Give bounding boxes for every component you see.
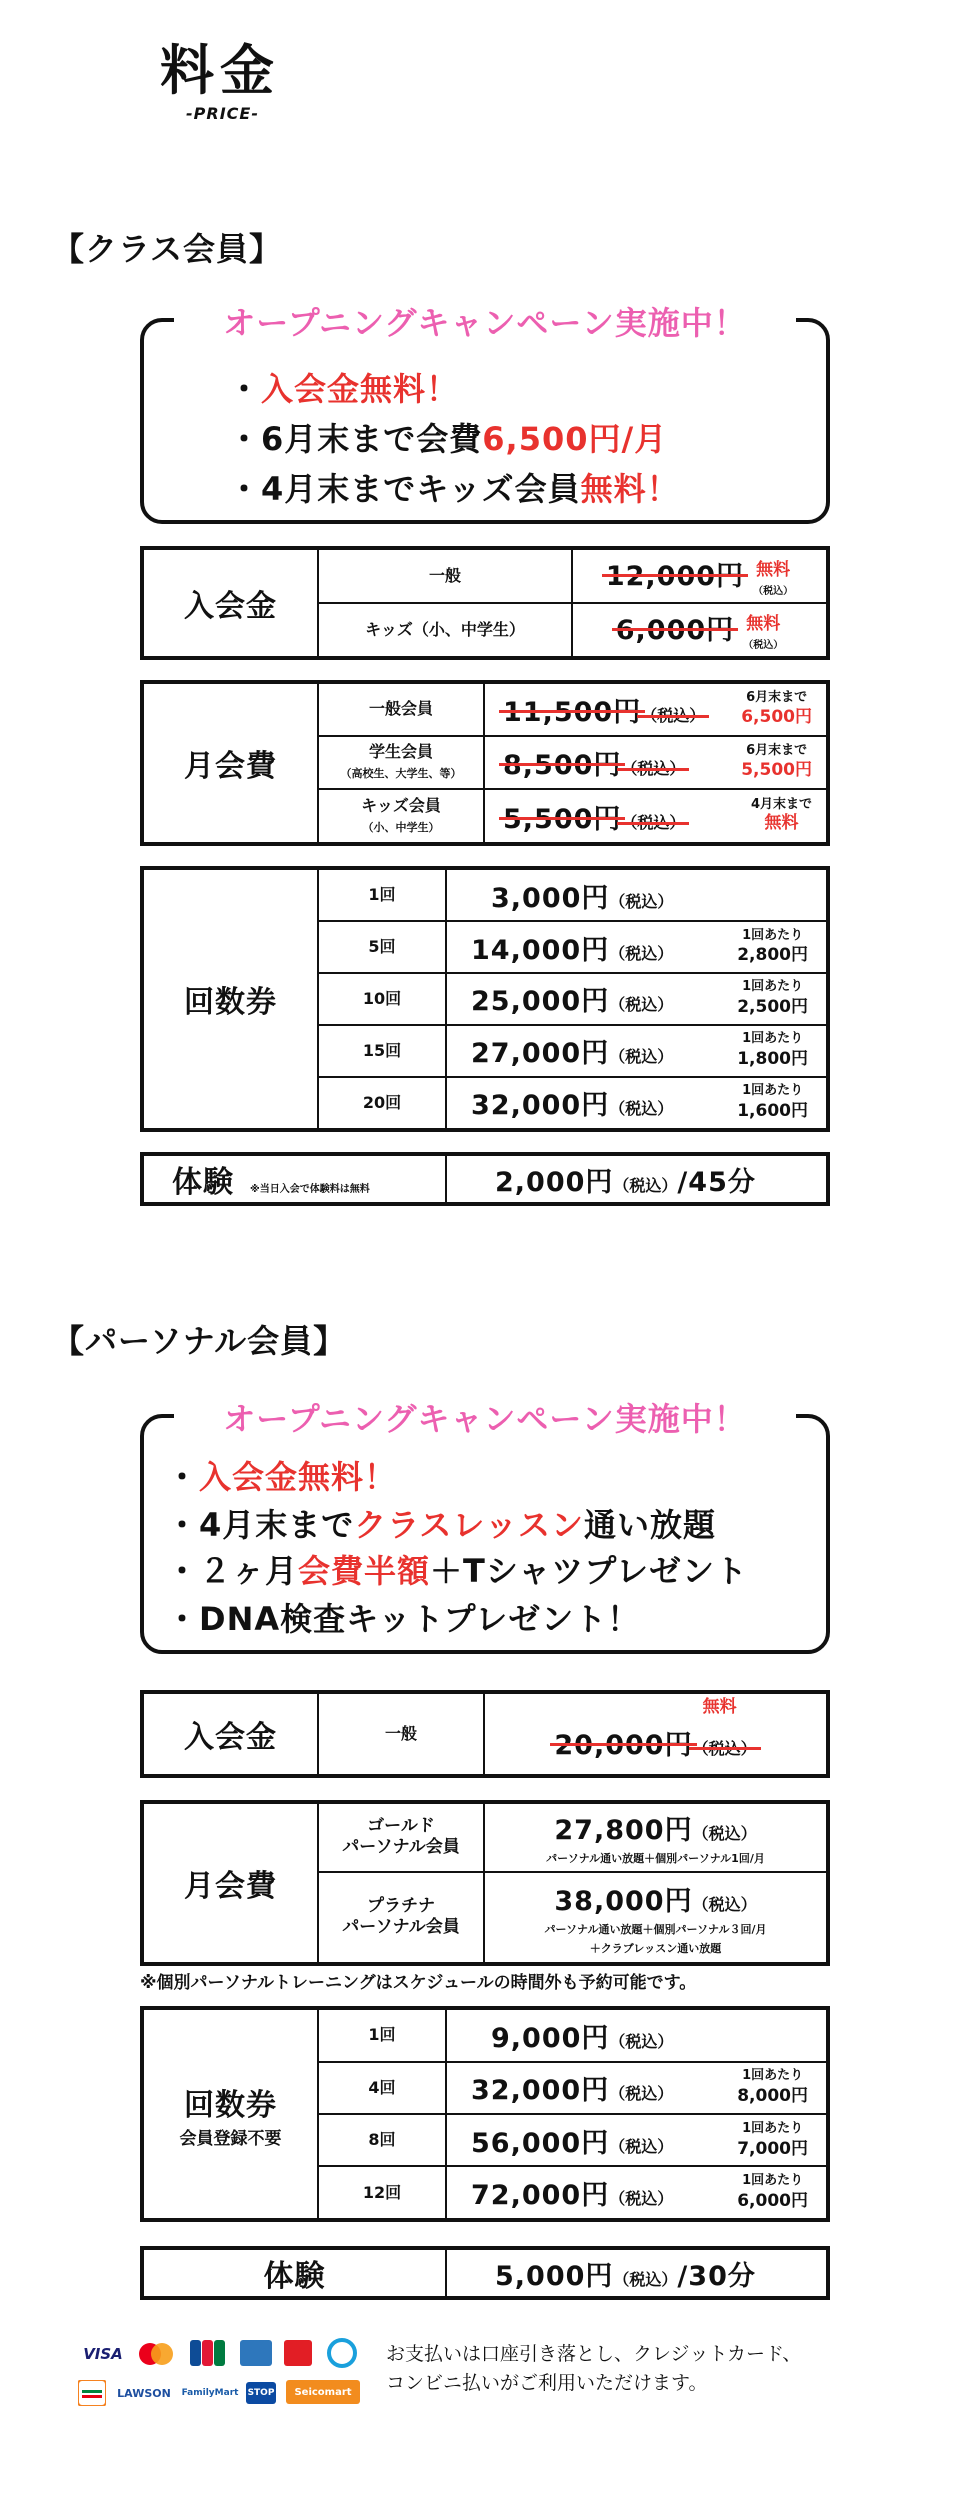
ticket-count: 15回 (318, 1025, 446, 1077)
class-monthly-table (140, 680, 830, 846)
campaign-line-3: ・4月末までキッズ会員無料！ (228, 470, 680, 508)
seven-eleven-icon (78, 2380, 106, 2406)
ministop-logo: STOP (246, 2382, 276, 2404)
personal-admission-table (140, 1690, 830, 1778)
class-campaign-box (140, 304, 830, 524)
monthly-header: 月会費 (142, 682, 318, 844)
ticket-count: 1回 (318, 2008, 446, 2062)
admission-price: 無料 20,000円（税込） (484, 1692, 828, 1776)
monthly-label: キッズ会員 （小、中学生） (318, 789, 484, 844)
ticket-price: 25,000円（税込） 1回あたり 2,500円 (446, 973, 828, 1025)
page-title: 料金 (160, 39, 280, 102)
monthly-label: ゴールド パーソナル会員 (318, 1802, 484, 1872)
amex-icon (240, 2340, 272, 2366)
seicomart-logo: Seicomart (286, 2380, 360, 2404)
ticket-count: 4回 (318, 2062, 446, 2114)
monthly-price: 27,800円（税込） パーソナル通い放題＋個別パーソナル1回/月 (484, 1802, 828, 1872)
admission-label: 一般 (318, 548, 572, 603)
admission-label: 一般 (318, 1692, 484, 1776)
jcb-icon (190, 2340, 226, 2366)
personal-footnote: ※個別パーソナルトレーニングはスケジュールの時間外も予約可能です。 (140, 1973, 697, 1993)
monthly-price: 11,500円（税込） 6月末まで 6,500円 (484, 682, 828, 736)
ticket-price: 9,000円（税込） (446, 2008, 828, 2062)
trial-price: 5,000円（税込）/30分 (446, 2248, 828, 2298)
ticket-price: 14,000円（税込） 1回あたり 2,800円 (446, 921, 828, 973)
ticket-price: 32,000円（税込） 1回あたり 1,600円 (446, 1077, 828, 1130)
campaign-line-4: ・DNA検査キットプレゼント！ (166, 1600, 641, 1638)
ticket-count: 5回 (318, 921, 446, 973)
admission-price: 12,000円 無料 （税込） (572, 548, 828, 603)
personal-ticket-table (140, 2006, 830, 2222)
campaign-heading: オープニングキャンペーン実施中！ (174, 1394, 796, 1440)
campaign-line-3: ・２ヶ月会費半額＋Tシャツプレゼント (166, 1552, 748, 1590)
ticket-count: 1回 (318, 868, 446, 921)
ticket-header: 回数券 会員登録不要 (142, 2008, 318, 2220)
familymart-logo: FamilyMart (181, 2388, 239, 2398)
monthly-price: 38,000円（税込） パーソナル通い放題＋個別パーソナル３回/月 ＋クラブレッスン通い放題 (484, 1872, 828, 1964)
ticket-price: 32,000円（税込） 1回あたり 8,000円 (446, 2062, 828, 2114)
trial-header: 体験 ※当日入会で体験料は無料 (142, 1154, 446, 1204)
visa-logo: VISA (83, 2345, 123, 2363)
class-admission-table (140, 546, 830, 660)
personal-monthly-table (140, 1800, 830, 1966)
campaign-line-2: ・4月末までクラスレッスン通い放題 (166, 1506, 717, 1544)
page-subtitle: -PRICE- (186, 104, 259, 123)
class-trial-table (140, 1152, 830, 1206)
campaign-heading: オープニングキャンペーン実施中！ (174, 298, 796, 344)
trial-price: 2,000円（税込）/45分 (446, 1154, 828, 1204)
ticket-count: 12回 (318, 2166, 446, 2220)
mastercard-icon (136, 2340, 176, 2368)
ticket-price: 56,000円（税込） 1回あたり 7,000円 (446, 2114, 828, 2166)
ticket-price: 72,000円（税込） 1回あたり 6,000円 (446, 2166, 828, 2220)
admission-header: 入会金 (142, 548, 318, 658)
class-section-title: 【クラス会員】 (52, 230, 283, 268)
monthly-label: 学生会員 （高校生、大学生、等） (318, 736, 484, 790)
admission-label: キッズ（小、中学生） (318, 603, 572, 658)
personal-trial-table (140, 2246, 830, 2300)
ticket-count: 8回 (318, 2114, 446, 2166)
ticket-price: 3,000円（税込） (446, 868, 828, 921)
monthly-header: 月会費 (142, 1802, 318, 1964)
admission-header: 入会金 (142, 1692, 318, 1776)
campaign-line-1: ・入会金無料！ (228, 370, 460, 408)
payment-text: お支払いは口座引き落とし、クレジットカード、 コンビニ払いがご利用いただけます。 (386, 2343, 802, 2395)
campaign-line-2: ・6月末まで会費6,500円/月 (228, 420, 668, 458)
lawson-logo: LAWSON (117, 2386, 171, 2400)
campaign-line-1: ・入会金無料！ (166, 1458, 398, 1496)
monthly-label: プラチナ パーソナル会員 (318, 1872, 484, 1964)
personal-section-title: 【パーソナル会員】 (52, 1322, 347, 1360)
trial-header: 体験 (142, 2248, 446, 2298)
paypay-icon (284, 2340, 312, 2366)
ticket-count: 20回 (318, 1077, 446, 1130)
monthly-label: 一般会員 (318, 682, 484, 736)
personal-campaign-box (140, 1400, 830, 1654)
ticket-header: 回数券 (142, 868, 318, 1130)
ticket-price: 27,000円（税込） 1回あたり 1,800円 (446, 1025, 828, 1077)
monthly-price: 8,500円（税込） 6月末まで 5,500円 (484, 736, 828, 790)
class-ticket-table (140, 866, 830, 1132)
ticket-count: 10回 (318, 973, 446, 1025)
admission-price: 6,000円 無料 （税込） (572, 603, 828, 658)
paidy-icon (326, 2338, 358, 2368)
monthly-price: 5,500円（税込） 4月末まで 無料 (484, 789, 828, 844)
